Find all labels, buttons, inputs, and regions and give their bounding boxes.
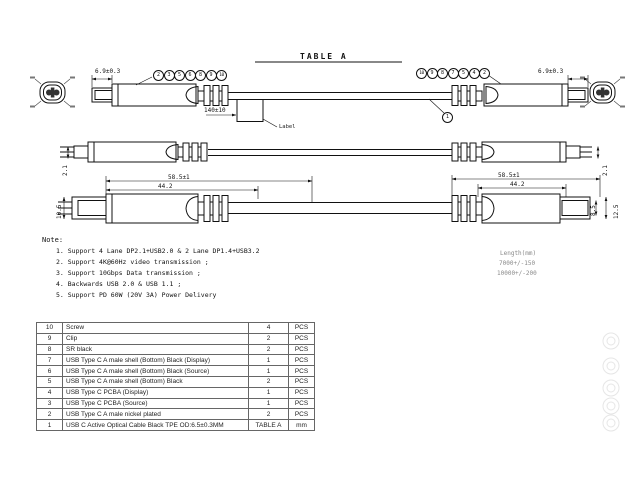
dim-side-left: 2.1 [62, 165, 69, 176]
bom-item-no: 9 [37, 333, 63, 344]
cable-label-box [237, 100, 263, 122]
table-row [37, 409, 315, 420]
part-callout: 4 [469, 68, 480, 79]
dim-side-right: 2.1 [602, 165, 609, 176]
dim-topview-left-height: 10.5 [56, 204, 63, 219]
bom-item-no: 1 [37, 420, 63, 431]
table-row [37, 323, 315, 334]
bom-unit: PCS [289, 387, 315, 398]
sheet-title: TABLE A [300, 52, 348, 61]
bom-qty: 2 [249, 333, 289, 344]
dim-right-tip: 6.9±0.3 [538, 68, 564, 75]
bom-unit: PCS [289, 333, 315, 344]
bom-unit: PCS [289, 366, 315, 377]
bom-description: USB Type C PCBA (Display) [63, 387, 249, 398]
part-callout: 9 [206, 70, 217, 81]
dim-topview-left-outer: 58.5±1 [168, 174, 190, 181]
cable-front [228, 93, 452, 100]
part-callout: 10 [216, 70, 227, 81]
dim-label-offset: 140±10 [204, 107, 226, 114]
notes-heading: Note: [42, 236, 64, 244]
bom-qty: 4 [249, 323, 289, 334]
bom-description: USB C Active Optical Cable Black TPE OD:6.5±0.3MM [63, 420, 249, 431]
dimension-lines [64, 75, 606, 219]
part-callout: 9 [427, 68, 438, 79]
bom-description: Screw [63, 323, 249, 334]
bom-item-no: 2 [37, 409, 63, 420]
dim-topview-left-inner: 44.2 [158, 183, 173, 190]
length-table-header: Length(mm) [500, 250, 537, 257]
top-view [58, 194, 590, 223]
part-callout: 5 [458, 68, 469, 79]
bom-description: USB Type C PCBA (Source) [63, 398, 249, 409]
table-row [37, 376, 315, 387]
bom-unit: PCS [289, 323, 315, 334]
front-view [30, 77, 625, 224]
bom-item-no: 3 [37, 398, 63, 409]
bom-description: USB Type C A male nickel plated [63, 409, 249, 420]
part-callout: 8 [195, 70, 206, 81]
bom-qty: TABLE A [249, 420, 289, 431]
part-callout: 6 [185, 70, 196, 81]
part-callout: 8 [437, 68, 448, 79]
note-item: 1. Support 4 Lane DP2.1+USB2.0 & 2 Lane DP1.4+USB3.2 [56, 247, 260, 255]
bom-unit: PCS [289, 409, 315, 420]
table-row [37, 387, 315, 398]
dim-topview-right-height: 12.5 [613, 204, 620, 219]
bom-item-no: 8 [37, 344, 63, 355]
bom-unit: mm [289, 420, 315, 431]
bom-qty: 2 [249, 344, 289, 355]
bom-description: USB Type C A male shell (Bottom) Black [63, 376, 249, 387]
bom-qty: 1 [249, 387, 289, 398]
label-callout-text: Label [279, 124, 296, 130]
part-callout: 3 [164, 70, 175, 81]
bom-qty: 2 [249, 409, 289, 420]
bom-item-no: 7 [37, 355, 63, 366]
table-row [37, 420, 315, 431]
bom-table [36, 322, 315, 431]
table-row [37, 398, 315, 409]
bom-item-no: 10 [37, 323, 63, 334]
dim-topview-right-inner-height: 8.5 [590, 205, 597, 216]
side-view [60, 142, 592, 162]
bom-unit: PCS [289, 344, 315, 355]
length-table-row: 10000+/-200 [497, 270, 537, 277]
table-row [37, 333, 315, 344]
bom-item-no: 6 [37, 366, 63, 377]
bom-qty: 2 [249, 376, 289, 387]
stamp-watermarks [603, 333, 619, 431]
bom-qty: 1 [249, 355, 289, 366]
bom-qty: 1 [249, 366, 289, 377]
part-callout: 5 [174, 70, 185, 81]
bom-item-no: 5 [37, 376, 63, 387]
note-item: 3. Support 10Gbps Data transmission ; [56, 269, 201, 277]
bom-description: SR black [63, 344, 249, 355]
bom-qty: 1 [249, 398, 289, 409]
left-connector-front [92, 84, 228, 106]
part-callout: 2 [153, 70, 164, 81]
bom-unit: PCS [289, 398, 315, 409]
table-row [37, 355, 315, 366]
bom-description: USB Type C A male shell (Bottom) Black (Source) [63, 366, 249, 377]
bom-unit: PCS [289, 376, 315, 387]
note-item: 2. Support 4K@60Hz video transmission ; [56, 258, 209, 266]
part-callout-cable: 1 [442, 112, 453, 123]
part-callout: 7 [448, 68, 459, 79]
bom-description: Clip [63, 333, 249, 344]
bom-item-no: 4 [37, 387, 63, 398]
length-table-row: 7000+/-150 [499, 260, 536, 267]
table-row [37, 344, 315, 355]
right-endview [580, 77, 625, 108]
part-callout: 2 [479, 68, 490, 79]
note-item: 4. Backwards USB 2.0 & USB 1.1 ; [56, 280, 182, 288]
right-connector-front [452, 84, 588, 106]
dim-topview-right-inner: 44.2 [510, 181, 525, 188]
bom-description: USB Type C A male shell (Bottom) Black (Display) [63, 355, 249, 366]
dim-topview-right-outer: 58.5±1 [498, 172, 520, 179]
part-callout: 10 [416, 68, 427, 79]
note-item: 5. Support PD 60W (20V 3A) Power Delivery [56, 291, 217, 299]
table-row [37, 366, 315, 377]
bom-unit: PCS [289, 355, 315, 366]
dim-left-tip: 6.9±0.3 [95, 68, 121, 75]
left-endview [30, 77, 75, 108]
